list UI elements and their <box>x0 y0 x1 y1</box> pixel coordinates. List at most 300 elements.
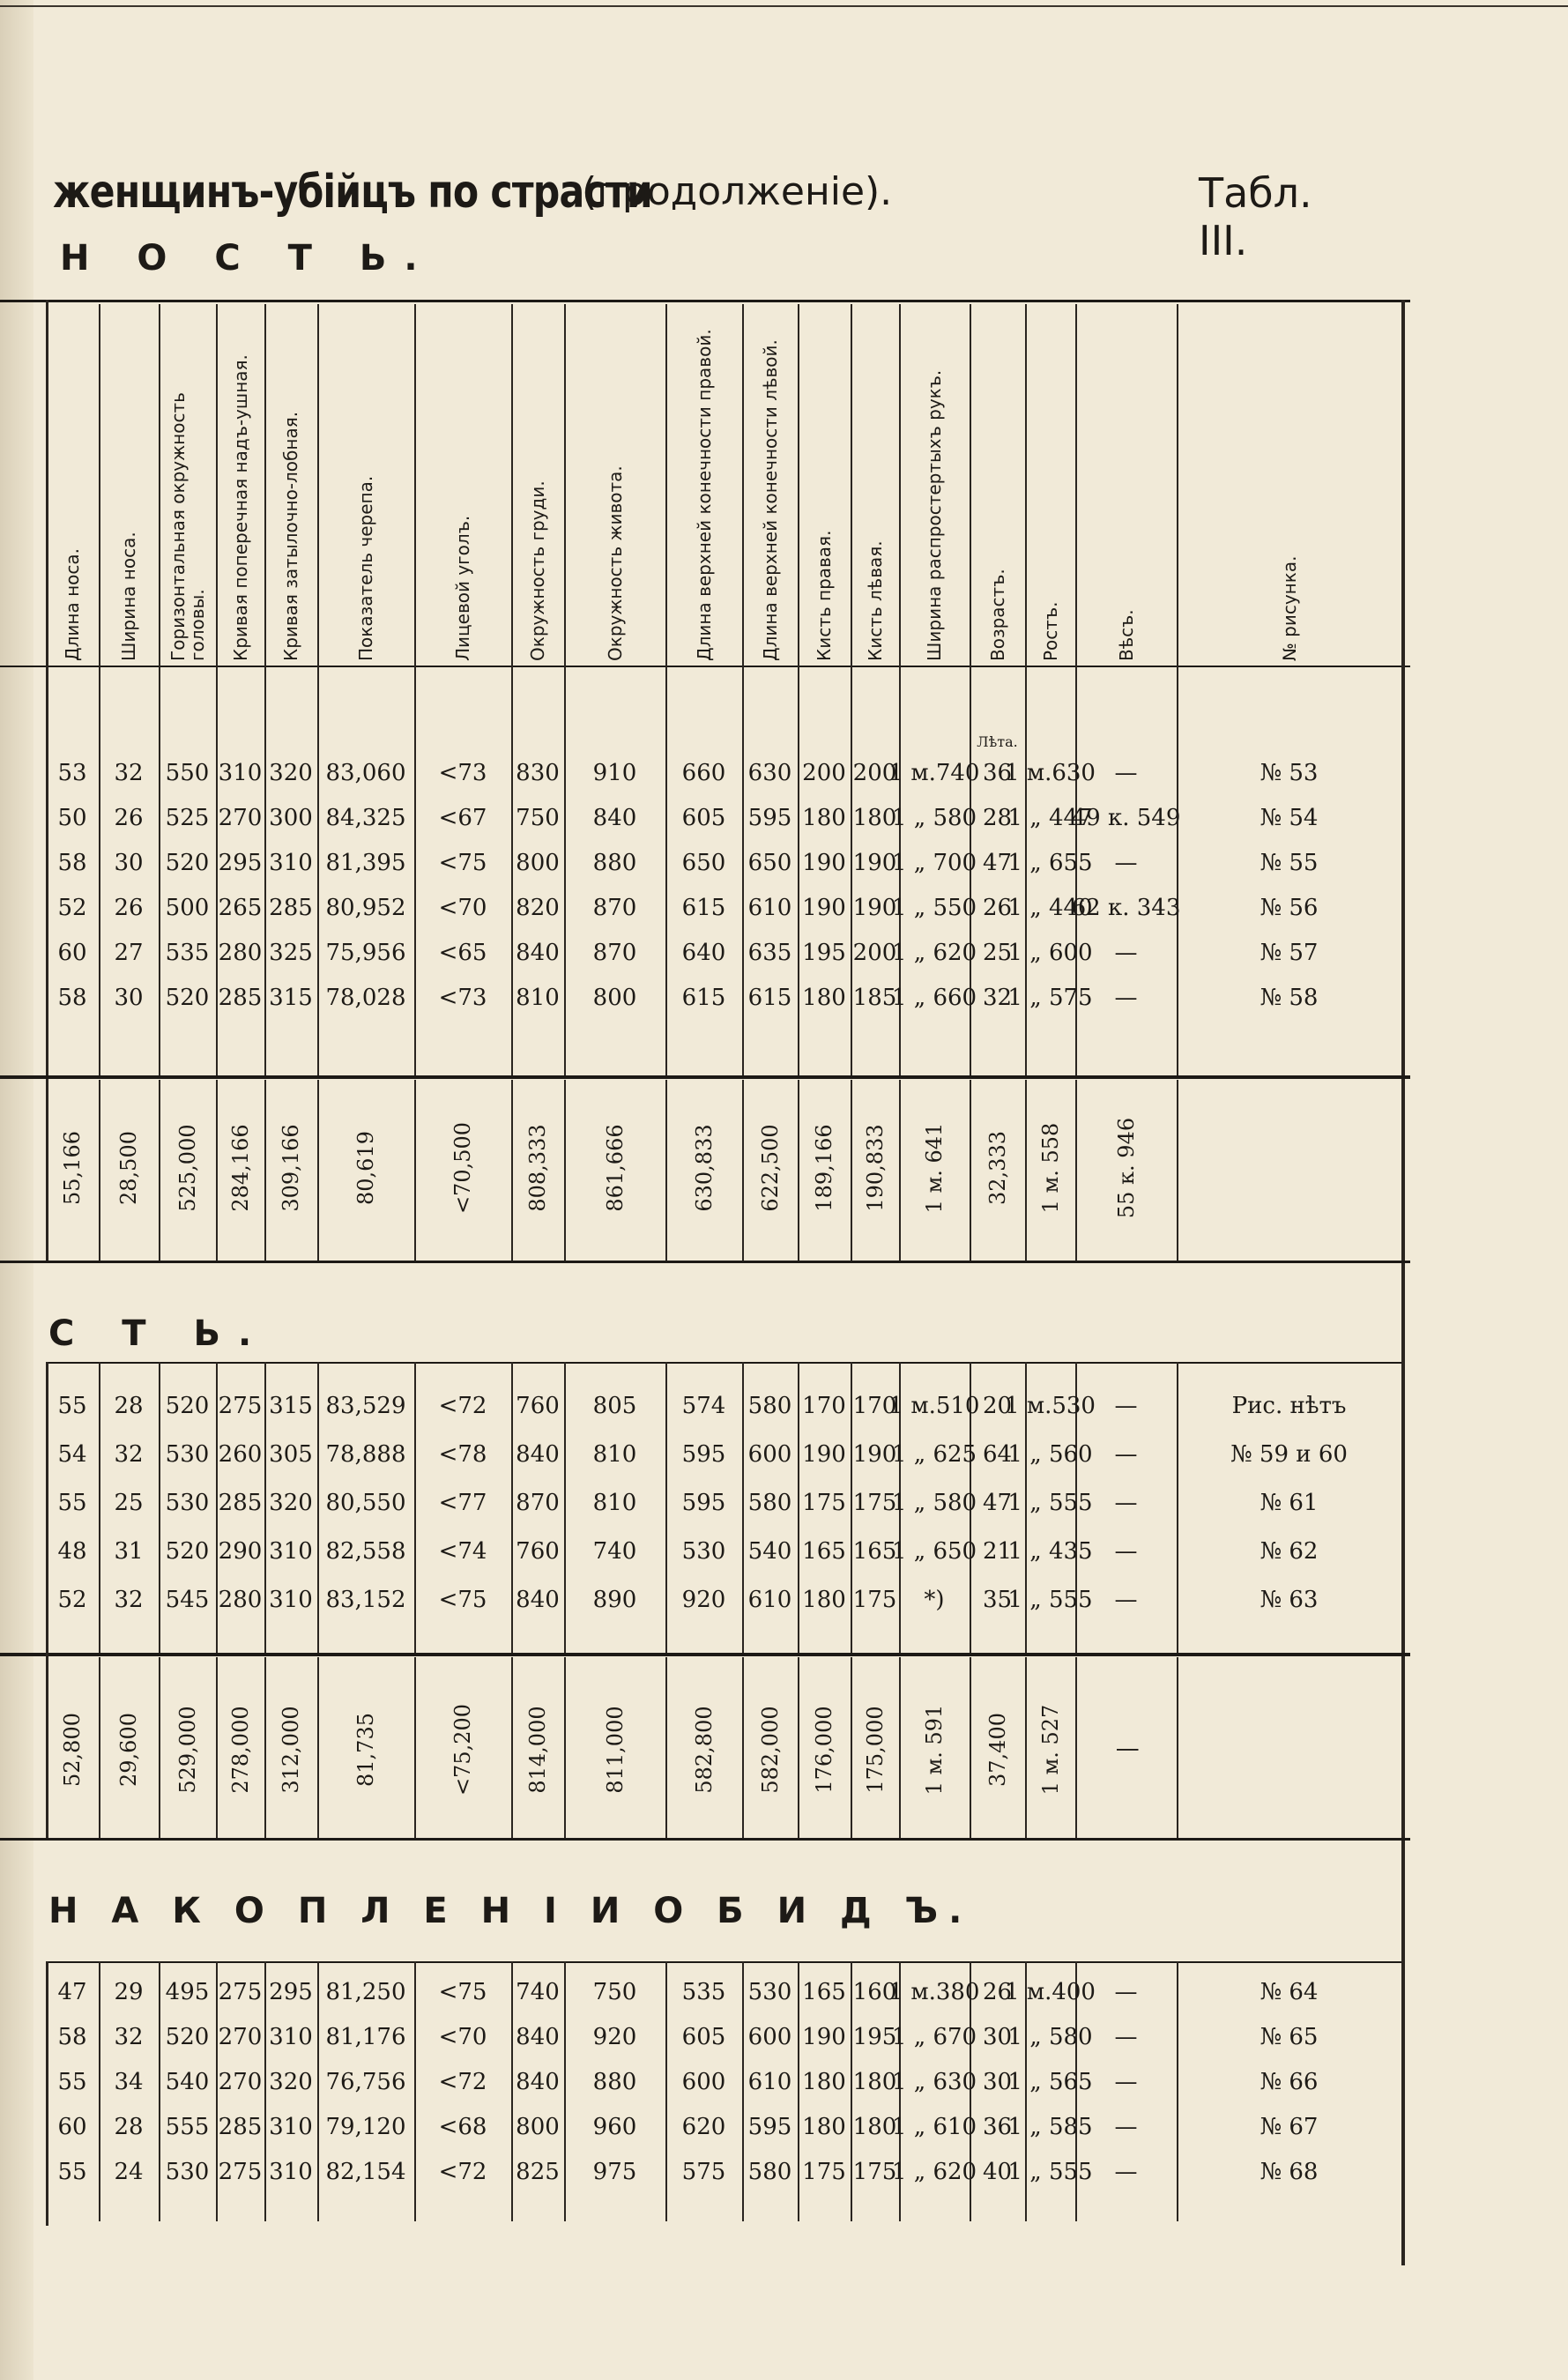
block2-avg-divider <box>1025 1657 1027 1838</box>
block1-divider <box>99 666 100 1075</box>
table-cell: 64 <box>982 1441 1013 1468</box>
table-cell: 200 <box>852 940 897 966</box>
table-cell: 1 „ 625 <box>891 1441 977 1468</box>
block1-divider <box>798 666 799 1075</box>
table-cell: 275 <box>218 1393 263 1419</box>
table-cell: 520 <box>165 1538 210 1565</box>
table-cell: 810 <box>592 1490 637 1516</box>
table-cell: 60 <box>57 940 87 966</box>
table-cell: 825 <box>516 2159 560 2185</box>
table-cell: — <box>1114 2159 1138 2185</box>
table-cell: 1 „ 580 <box>1007 2024 1093 2050</box>
table-cell: 165 <box>852 1538 897 1565</box>
table-cell: 810 <box>516 985 560 1011</box>
table-cell: 1 м.740 <box>888 760 980 786</box>
header-divider <box>665 304 667 666</box>
table-cell: 610 <box>747 2069 792 2095</box>
table-cell: 82,154 <box>325 2159 406 2185</box>
table-cell: 750 <box>592 1979 637 2005</box>
average-value: <75,200 <box>450 1703 475 1796</box>
table-cell: 315 <box>269 985 313 1011</box>
table-cell: 310 <box>269 1538 313 1565</box>
table-cell: 1 „ 610 <box>891 2114 977 2140</box>
table-cell: 83,529 <box>325 1393 406 1419</box>
table-cell: 820 <box>516 895 560 921</box>
table-cell: 600 <box>681 2069 726 2095</box>
header-divider <box>159 304 160 666</box>
top-rule <box>0 5 1568 7</box>
header-divider <box>511 304 513 666</box>
block1-avg-divider <box>99 1080 100 1261</box>
table-cell: 175 <box>802 1490 846 1516</box>
table-cell: 800 <box>516 850 560 876</box>
table-cell: — <box>1114 1393 1138 1419</box>
table-cell: 1 „ 700 <box>891 850 977 876</box>
table-cell: 285 <box>218 1490 263 1516</box>
table-cell: 595 <box>747 805 792 831</box>
table-cell: 650 <box>747 850 792 876</box>
header-divider <box>851 304 852 666</box>
average-value: 284,166 <box>227 1124 253 1212</box>
block1-divider <box>264 666 266 1075</box>
table-cell: 30 <box>982 2024 1013 2050</box>
block2-divider <box>511 1362 513 1653</box>
table-cell: № 57 <box>1260 940 1319 966</box>
table-cell: 920 <box>592 2024 637 2050</box>
table-cell: 180 <box>852 2114 897 2140</box>
average-value: 811,000 <box>602 1706 628 1794</box>
table-cell: 580 <box>747 1393 792 1419</box>
section-title-1: Н О С Т Ь. <box>60 238 435 279</box>
header-divider <box>899 304 901 666</box>
table-cell: 26 <box>114 895 144 921</box>
block1-avg-divider <box>216 1080 218 1261</box>
table-cell: 78,888 <box>325 1441 406 1468</box>
table-cell: 650 <box>681 850 726 876</box>
block3-top-rule <box>46 1961 1401 1963</box>
table-cell: 160 <box>852 1979 897 2005</box>
table-cell: № 65 <box>1260 2024 1319 2050</box>
block2-avg-divider <box>1075 1657 1077 1838</box>
average-value: 80,619 <box>353 1131 378 1205</box>
table-cell: 630 <box>747 760 792 786</box>
table-cell: 24 <box>114 2159 144 2185</box>
table-right-border <box>1401 300 1405 2265</box>
table-cell: 500 <box>165 895 210 921</box>
column-header-label: Кисть правая. <box>814 530 835 661</box>
column-header-label: Возрастъ. <box>986 569 1008 661</box>
column-header-label: Длина носа. <box>62 547 83 661</box>
block1-avg-divider <box>414 1080 416 1261</box>
page-title-continued: (продолженіе). <box>582 169 893 214</box>
table-cell: 1 „ 655 <box>1007 850 1093 876</box>
table-cell: 1 „ 670 <box>891 2024 977 2050</box>
column-header <box>798 309 851 661</box>
table-cell: 1 „ 630 <box>891 2069 977 2095</box>
column-header <box>46 309 99 661</box>
table-cell: 1 м.380 <box>888 1979 980 2005</box>
block2-avg-divider <box>899 1657 901 1838</box>
table-cell: — <box>1114 2069 1138 2095</box>
table-cell: 55 <box>57 2159 87 2185</box>
table-cell: 76,756 <box>325 2069 406 2095</box>
table-cell: 36 <box>982 2114 1013 2140</box>
table-cell: 520 <box>165 850 210 876</box>
table-cell: 180 <box>852 805 897 831</box>
table-cell: 530 <box>165 1441 210 1468</box>
average-value: 52,800 <box>60 1713 85 1787</box>
table-cell: 1 „ 560 <box>1007 1441 1093 1468</box>
table-number: Табл. III. <box>1199 169 1312 264</box>
header-divider <box>742 304 744 666</box>
table-cell: 315 <box>269 1393 313 1419</box>
table-cell: <75 <box>438 1979 487 2005</box>
column-header <box>665 309 742 661</box>
block2-average-bottom-rule <box>0 1838 1410 1841</box>
page-binding-edge <box>0 0 33 2380</box>
table-cell: <78 <box>438 1441 487 1468</box>
table-cell: 760 <box>516 1538 560 1565</box>
table-cell: 285 <box>218 2114 263 2140</box>
table-cell: 80,952 <box>325 895 406 921</box>
block1-avg-divider <box>1025 1080 1027 1261</box>
table-cell: 495 <box>165 1979 210 2005</box>
block2-avg-divider <box>317 1657 319 1838</box>
column-header-label: Кисть лѣвая. <box>864 540 886 661</box>
table-cell: 880 <box>592 2069 637 2095</box>
header-divider <box>970 304 971 666</box>
table-cell: 47 <box>57 1979 87 2005</box>
table-cell: <73 <box>438 760 487 786</box>
table-cell: 28 <box>114 1393 144 1419</box>
block2-avg-divider <box>665 1657 667 1838</box>
table-cell: 190 <box>802 2024 846 2050</box>
table-cell: 1 „ 650 <box>891 1538 977 1565</box>
average-value: 37,400 <box>985 1713 1010 1787</box>
table-cell: 55 <box>57 1490 87 1516</box>
table-cell: 1 „ 555 <box>1007 1490 1093 1516</box>
section-title-2: С Т Ь. <box>48 1313 270 1354</box>
block1-divider <box>159 666 160 1075</box>
table-cell: 26 <box>982 895 1013 921</box>
table-cell: 840 <box>592 805 637 831</box>
header-divider <box>99 304 100 666</box>
table-cell: — <box>1114 1441 1138 1468</box>
table-cell: 190 <box>802 895 846 921</box>
table-cell: 574 <box>681 1393 726 1419</box>
column-header-label: № рисунка. <box>1278 555 1300 661</box>
table-cell: № 63 <box>1260 1587 1319 1613</box>
column-header-label: Кривая поперечная надъ-ушная. <box>229 354 251 661</box>
average-value: 55,166 <box>60 1131 85 1205</box>
table-cell: 1 м.510 <box>888 1393 980 1419</box>
column-header-label: Вѣсъ. <box>1115 609 1137 661</box>
table-cell: 320 <box>269 760 313 786</box>
table-top-rule <box>0 300 1410 302</box>
table-cell: 610 <box>747 1587 792 1613</box>
table-cell: 62 к. 343 <box>1071 895 1181 921</box>
table-cell: — <box>1114 1587 1138 1613</box>
table-cell: — <box>1114 760 1138 786</box>
table-cell: 525 <box>165 805 210 831</box>
table-cell: 660 <box>681 760 726 786</box>
table-cell: 325 <box>269 940 313 966</box>
average-value: 808,333 <box>525 1124 550 1212</box>
column-header-label: Ростъ. <box>1039 601 1061 661</box>
column-header <box>317 309 414 661</box>
block3-left-border <box>46 1961 48 2226</box>
table-cell: 1 „ 550 <box>891 895 977 921</box>
average-value: 1 м. 558 <box>1037 1122 1063 1214</box>
section-title-3: Н А К О П Л Е Н І И О Б И Д Ъ. <box>48 1891 973 1931</box>
table-cell: 180 <box>802 985 846 1011</box>
table-cell: 610 <box>747 895 792 921</box>
table-cell: 30 <box>114 985 144 1011</box>
column-header <box>970 309 1025 661</box>
table-cell: 840 <box>516 940 560 966</box>
table-cell: 81,395 <box>325 850 406 876</box>
block1-divider <box>742 666 744 1075</box>
table-cell: 1 „ 565 <box>1007 2069 1093 2095</box>
average-value: 189,166 <box>812 1124 836 1212</box>
table-cell: 25 <box>114 1490 144 1516</box>
table-cell: 185 <box>852 985 897 1011</box>
block2-left-border <box>46 1362 48 1838</box>
table-cell: *) <box>924 1587 945 1613</box>
column-header-label: Ширина носа. <box>118 532 139 661</box>
table-cell: 760 <box>516 1393 560 1419</box>
table-cell: 920 <box>681 1587 726 1613</box>
table-cell: 35 <box>982 1587 1013 1613</box>
table-cell: — <box>1114 1979 1138 2005</box>
table-cell: 75,956 <box>325 940 406 966</box>
header-bottom-rule <box>0 666 1410 667</box>
block1-avg-divider <box>970 1080 971 1261</box>
table-cell: 535 <box>681 1979 726 2005</box>
table-cell: 310 <box>269 2159 313 2185</box>
table-cell: 52 <box>57 895 87 921</box>
table-cell: 285 <box>269 895 313 921</box>
header-divider <box>1025 304 1027 666</box>
column-header-label: Кривая затылочно-лобная. <box>280 411 301 661</box>
table-cell: 190 <box>852 1441 897 1468</box>
block1-divider <box>511 666 513 1075</box>
table-cell: 36 <box>982 760 1013 786</box>
column-header <box>899 309 970 661</box>
table-cell: 32 <box>982 985 1013 1011</box>
table-cell: <74 <box>438 1538 487 1565</box>
table-cell: 300 <box>269 805 313 831</box>
average-value: 278,000 <box>227 1706 253 1794</box>
average-value: 32,333 <box>985 1131 1010 1205</box>
table-cell: 615 <box>681 985 726 1011</box>
table-cell: 275 <box>218 2159 263 2185</box>
table-cell: 1 „ 555 <box>1007 2159 1093 2185</box>
table-cell: 870 <box>592 895 637 921</box>
block2-avg-divider <box>99 1657 100 1838</box>
table-cell: 49 к. 549 <box>1071 805 1181 831</box>
table-cell: 280 <box>218 1587 263 1613</box>
block1-avg-divider <box>851 1080 852 1261</box>
table-cell: 180 <box>802 2069 846 2095</box>
table-cell: 260 <box>218 1441 263 1468</box>
table-cell: 1 м.530 <box>1005 1393 1096 1419</box>
column-header <box>511 309 564 661</box>
average-value: 525,000 <box>175 1124 200 1212</box>
table-cell: 270 <box>218 2024 263 2050</box>
block1-avg-divider <box>1177 1080 1178 1261</box>
page-title: женщинъ-убійцъ по страсти <box>53 166 652 219</box>
header-divider <box>216 304 218 666</box>
average-value: 175,000 <box>862 1706 888 1794</box>
table-cell: 60 <box>57 2114 87 2140</box>
table-cell: — <box>1114 1490 1138 1516</box>
table-cell: 79,120 <box>325 2114 406 2140</box>
table-cell: 750 <box>516 805 560 831</box>
header-divider <box>798 304 799 666</box>
block3-divider <box>511 1961 513 2221</box>
average-value: 1 м. 591 <box>922 1704 947 1796</box>
age-unit-label: Лѣта. <box>977 733 1018 750</box>
table-cell: 310 <box>269 2114 313 2140</box>
block2-average-top-rule <box>0 1653 1410 1656</box>
table-cell: № 64 <box>1260 1979 1319 2005</box>
table-cell: № 61 <box>1260 1490 1319 1516</box>
block3-divider <box>159 1961 160 2221</box>
table-cell: 740 <box>592 1538 637 1565</box>
column-header <box>159 309 216 661</box>
block3-divider <box>665 1961 667 2221</box>
block2-divider <box>99 1362 100 1653</box>
block3-divider <box>564 1961 566 2221</box>
table-cell: <67 <box>438 805 487 831</box>
header-divider <box>564 304 566 666</box>
table-cell: 295 <box>269 1979 313 2005</box>
average-value: 55 к. 946 <box>1113 1117 1139 1219</box>
block2-divider <box>798 1362 799 1653</box>
table-cell: 270 <box>218 2069 263 2095</box>
table-cell: 840 <box>516 2024 560 2050</box>
table-cell: 555 <box>165 2114 210 2140</box>
table-cell: 83,152 <box>325 1587 406 1613</box>
table-cell: 265 <box>218 895 263 921</box>
table-cell: — <box>1114 2024 1138 2050</box>
table-cell: 320 <box>269 1490 313 1516</box>
block2-top-rule <box>46 1362 1401 1364</box>
block1-avg-divider <box>665 1080 667 1261</box>
average-value: 81,735 <box>353 1713 378 1787</box>
table-cell: 81,176 <box>325 2024 406 2050</box>
block1-avg-divider <box>264 1080 266 1261</box>
table-cell: 200 <box>852 760 897 786</box>
table-cell: № 59 и 60 <box>1230 1441 1348 1468</box>
column-header <box>1177 309 1401 661</box>
table-cell: № 67 <box>1260 2114 1319 2140</box>
block1-avg-divider <box>899 1080 901 1261</box>
table-cell: 270 <box>218 805 263 831</box>
table-cell: 84,325 <box>325 805 406 831</box>
block2-divider <box>317 1362 319 1653</box>
table-cell: 31 <box>114 1538 144 1565</box>
block1-divider <box>317 666 319 1075</box>
block2-avg-divider <box>742 1657 744 1838</box>
block1-divider <box>1177 666 1178 1075</box>
table-cell: 25 <box>982 940 1013 966</box>
table-cell: 180 <box>802 1587 846 1613</box>
table-cell: № 58 <box>1260 985 1319 1011</box>
table-cell: 870 <box>592 940 637 966</box>
average-value: 28,500 <box>116 1131 141 1205</box>
average-value: <70,500 <box>450 1121 475 1215</box>
table-cell: 180 <box>852 2069 897 2095</box>
table-cell: 1 „ 600 <box>1007 940 1093 966</box>
column-header <box>1075 309 1177 661</box>
average-value: 814,000 <box>525 1706 550 1794</box>
table-cell: 32 <box>114 1441 144 1468</box>
table-cell: 530 <box>681 1538 726 1565</box>
block2-avg-divider <box>414 1657 416 1838</box>
table-cell: 290 <box>218 1538 263 1565</box>
table-cell: 975 <box>592 2159 637 2185</box>
table-cell: № 68 <box>1260 2159 1319 2185</box>
table-cell: 520 <box>165 1393 210 1419</box>
table-cell: 960 <box>592 2114 637 2140</box>
table-cell: 740 <box>516 1979 560 2005</box>
table-cell: 58 <box>57 985 87 1011</box>
average-value: 1 м. 527 <box>1037 1704 1063 1796</box>
average-value: 176,000 <box>812 1706 836 1794</box>
table-cell: 21 <box>982 1538 1013 1565</box>
table-cell: 50 <box>57 805 87 831</box>
table-cell: 190 <box>852 850 897 876</box>
table-cell: 58 <box>57 2024 87 2050</box>
column-header-label: Лицевой уголъ. <box>452 515 473 661</box>
column-header-label: Длина верхней конечности правой. <box>693 329 715 661</box>
average-value: | <box>1113 1745 1139 1754</box>
table-cell: 295 <box>218 850 263 876</box>
table-cell: 280 <box>218 940 263 966</box>
table-cell: 1 „ 580 <box>891 805 977 831</box>
block3-divider <box>414 1961 416 2221</box>
table-cell: 170 <box>852 1393 897 1419</box>
block2-divider <box>665 1362 667 1653</box>
column-header-label: Длина верхней конечности лѣвой. <box>759 339 781 661</box>
column-header-label: Окружность живота. <box>604 465 626 661</box>
table-cell: 30 <box>114 850 144 876</box>
table-cell: 32 <box>114 1587 144 1613</box>
table-cell: 195 <box>852 2024 897 2050</box>
table-cell: № 62 <box>1260 1538 1319 1565</box>
average-value: 309,166 <box>279 1124 303 1212</box>
table-cell: 83,060 <box>325 760 406 786</box>
table-cell: 47 <box>982 1490 1013 1516</box>
table-cell: 180 <box>802 805 846 831</box>
table-cell: 81,250 <box>325 1979 406 2005</box>
table-cell: <75 <box>438 1587 487 1613</box>
table-cell: 550 <box>165 760 210 786</box>
block2-divider <box>564 1362 566 1653</box>
table-cell: 890 <box>592 1587 637 1613</box>
table-cell: 1 „ 660 <box>891 985 977 1011</box>
table-cell: 535 <box>165 940 210 966</box>
table-cell: 40 <box>982 2159 1013 2185</box>
block1-average-bottom-rule <box>0 1261 1410 1263</box>
table-cell: 1 „ 620 <box>891 940 977 966</box>
block2-avg-divider <box>216 1657 218 1838</box>
table-cell: 575 <box>681 2159 726 2185</box>
table-cell: 29 <box>114 1979 144 2005</box>
table-cell: 1 м.630 <box>1005 760 1096 786</box>
